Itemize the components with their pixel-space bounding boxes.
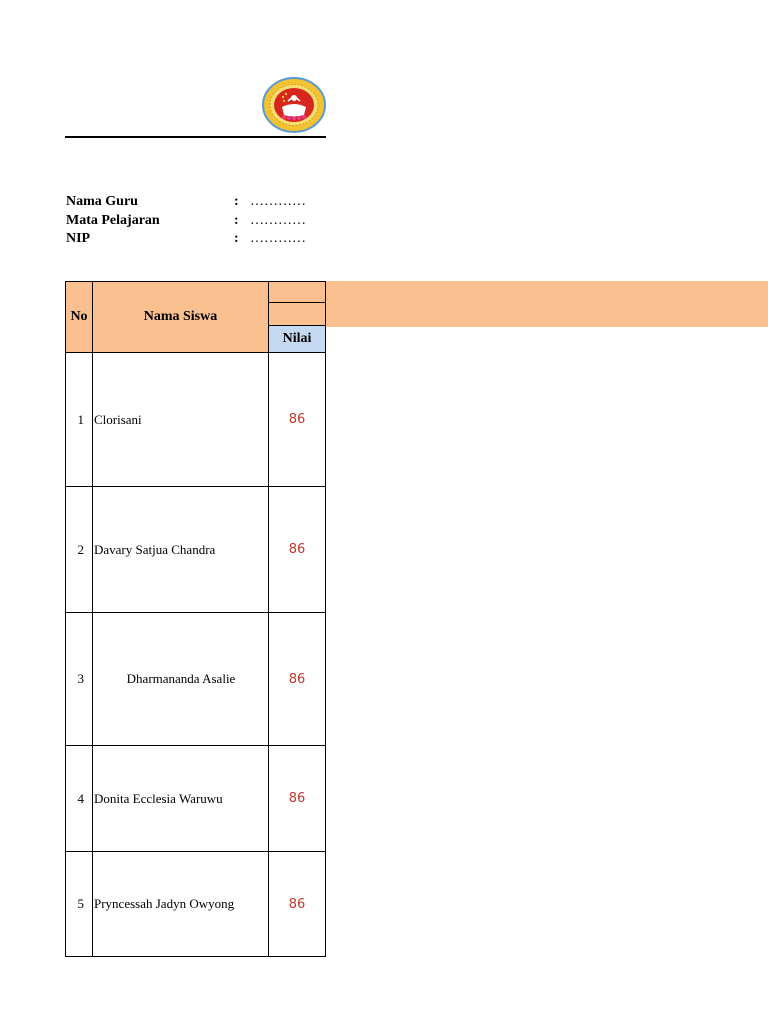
grade-value: 86 bbox=[269, 613, 326, 746]
grade-value: 86 bbox=[269, 746, 326, 852]
teacher-info bbox=[66, 193, 366, 249]
header-empty-cell bbox=[269, 303, 326, 326]
table-row bbox=[66, 613, 326, 746]
grade-value: 86 bbox=[269, 487, 326, 613]
student-name: Clorisani bbox=[93, 353, 269, 487]
student-name: Davary Satjua Chandra bbox=[93, 487, 269, 613]
grades-table bbox=[65, 281, 326, 957]
info-label: NIP bbox=[66, 231, 91, 246]
student-name: Donita Ecclesia Waruwu bbox=[93, 746, 269, 852]
info-row-nip bbox=[66, 230, 366, 249]
grade-value: 86 bbox=[269, 852, 326, 957]
student-name: Pryncessah Jadyn Owyong bbox=[93, 852, 269, 957]
header-rule bbox=[65, 136, 326, 138]
header-empty-cell bbox=[269, 282, 326, 303]
info-value: ………… bbox=[250, 212, 306, 228]
table-row bbox=[66, 487, 326, 613]
info-row-nama-guru bbox=[66, 193, 366, 212]
header-band bbox=[326, 281, 768, 327]
info-row-mata-pelajaran bbox=[66, 212, 366, 231]
header-nilai: Nilai bbox=[269, 326, 326, 353]
table-row bbox=[66, 353, 326, 487]
info-colon: : bbox=[234, 231, 239, 246]
row-number: 5 bbox=[66, 852, 93, 957]
info-label: Mata Pelajaran bbox=[66, 212, 160, 228]
info-value: ………… bbox=[250, 194, 306, 209]
info-colon: : bbox=[234, 212, 239, 228]
header-no: No bbox=[66, 282, 93, 353]
info-label: Nama Guru bbox=[66, 194, 138, 209]
table-row bbox=[66, 852, 326, 957]
row-number: 4 bbox=[66, 746, 93, 852]
row-number: 3 bbox=[66, 613, 93, 746]
info-value: ………… bbox=[250, 231, 306, 246]
row-number: 1 bbox=[66, 353, 93, 487]
row-number: 2 bbox=[66, 487, 93, 613]
header-nama-siswa: Nama Siswa bbox=[93, 282, 269, 353]
student-name: Dharmananda Asalie bbox=[93, 613, 269, 746]
info-colon: : bbox=[234, 194, 239, 209]
table-row bbox=[66, 746, 326, 852]
school-emblem-icon bbox=[262, 77, 326, 133]
grade-value: 86 bbox=[269, 353, 326, 487]
